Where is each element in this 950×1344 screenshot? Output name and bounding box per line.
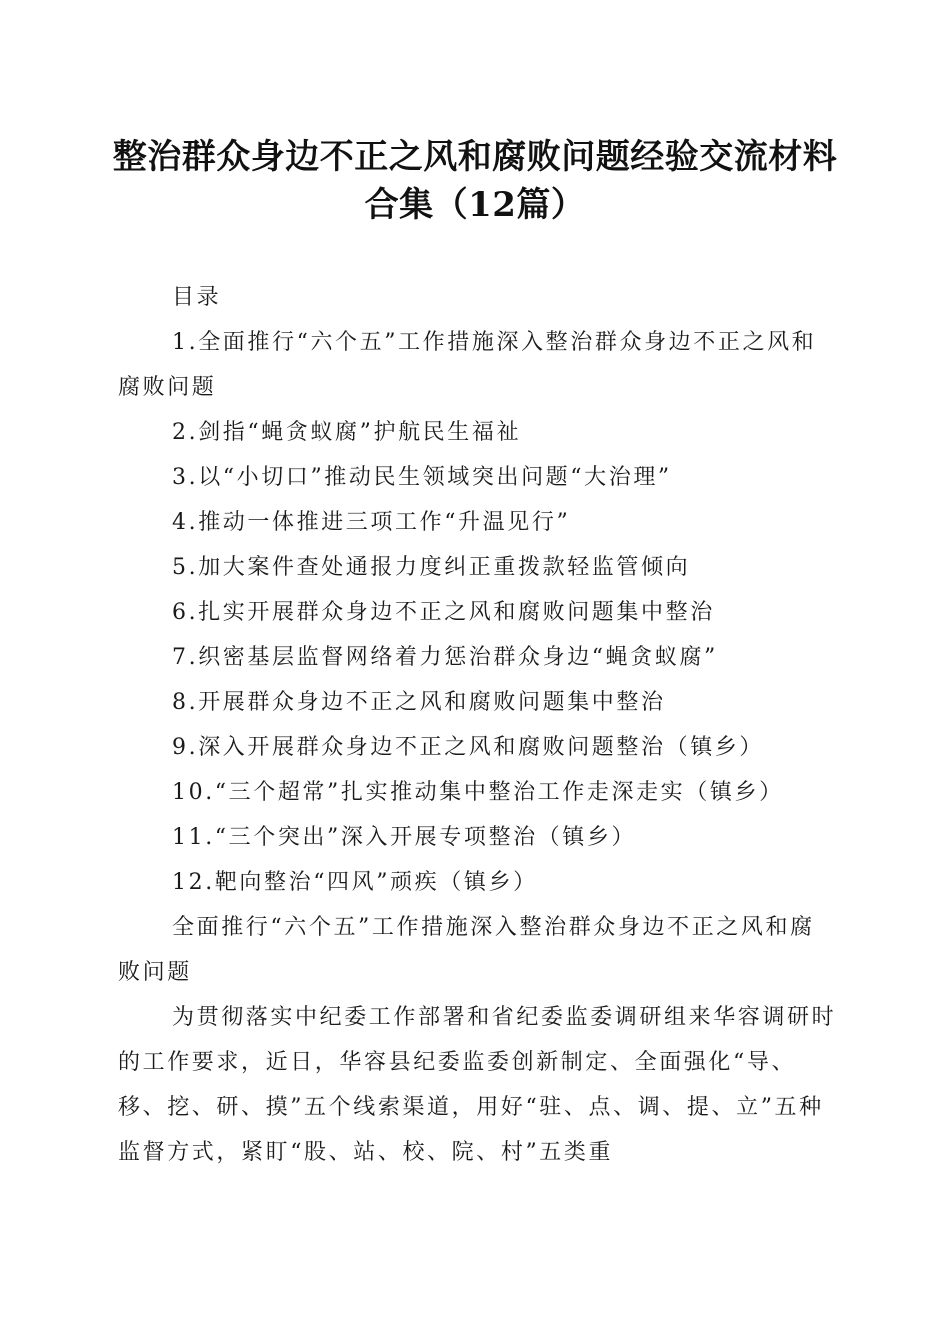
toc-item: 4.推动一体推进三项工作“升温见行” (172, 510, 571, 535)
toc-item: 1.全面推行“六个五”工作措施深入整治群众身边不正之风和腐败问题 (118, 330, 817, 400)
toc-item: 10.“三个超常”扎实推动集中整治工作走深走实（镇乡） (172, 780, 784, 805)
toc-item: 2.剑指“蝇贪蚁腐”护航民生福祉 (172, 420, 522, 445)
body-paragraph: 为贯彻落实中纪委工作部署和省纪委监委调研组来华容调研时的工作要求，近日，华容县纪委监委创新制定、全面强化“导、移、挖、研、摸”五个线索渠道，用好“驻、点、调、提、立”五种监督方式，紧盯“股、站、校、院、村”五类重 (118, 1005, 837, 1165)
toc-item: 7.织密基层监督网络着力惩治群众身边“蝇贪蚁腐” (172, 645, 718, 670)
toc-item: 6.扎实开展群众身边不正之风和腐败问题集中整治 (172, 600, 715, 625)
toc-item: 3.以“小切口”推动民生领域突出问题“大治理” (172, 465, 672, 490)
toc-item: 12.靶向整治“四风”顽疾（镇乡） (172, 870, 538, 895)
table-of-contents (118, 320, 838, 905)
toc-item: 9.深入开展群众身边不正之风和腐败问题整治（镇乡） (172, 735, 764, 760)
toc-item: 8.开展群众身边不正之风和腐败问题集中整治 (172, 690, 666, 715)
toc-item: 5.加大案件查处通报力度纠正重拨款轻监管倾向 (172, 555, 691, 580)
document-title: 整治群众身边不正之风和腐败问题经验交流材料合集（12篇） (112, 137, 838, 225)
toc-heading: 目录 (172, 285, 222, 310)
document-body (118, 275, 838, 1175)
section-heading: 全面推行“六个五”工作措施深入整治群众身边不正之风和腐败问题 (118, 915, 815, 985)
toc-item: 11.“三个突出”深入开展专项整治（镇乡） (172, 825, 637, 850)
